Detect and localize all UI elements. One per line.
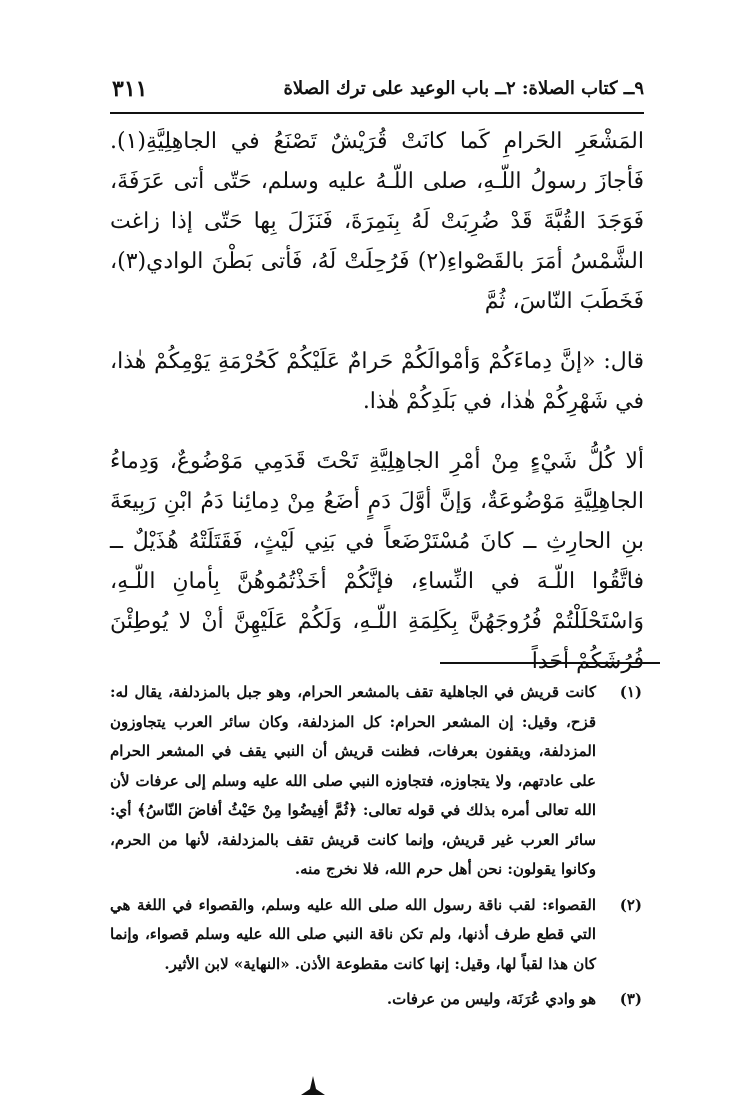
paragraph: المَشْعَرِ الحَرامِ كَما كانَتْ قُرَيْشٌ تَصْنَعُ في الجاهِلِيَّةِ(١). فَأجازَ رسولُ اللّـهِ، صلى اللّـهُ عليه وسلم، حَتّى أتى عَرَفَةَ، فَوَجَدَ القُبَّةَ قَدْ ضُرِبَتْ لَهُ بِنَمِرَةَ، فَنَزَلَ بِها حَتّى إذا زاغت الشَّمْسُ أمَرَ بالقَصْواءِ(٢) فَرُحِلَتْ لَهُ، فَأتى بَطْنَ الوادي(٣)، فَخَطَبَ النّاسَ، ثُمَّ [110, 129, 645, 314]
footnote-divider [440, 662, 660, 664]
footnote [110, 891, 642, 980]
footnote-number: (١) [619, 683, 642, 701]
footnote-number: (٣) [619, 990, 642, 1008]
page-number: ٣١١ [112, 76, 148, 102]
paragraph: قال: «إنَّ دِماءَكُمْ وَأمْوالَكُمْ حَرامٌ عَلَيْكُمْ كَحُرْمَةِ يَوْمِكُمْ هٰذا، في شَهْرِكُمْ هٰذا، في بَلَدِكُمْ هٰذا. [110, 349, 644, 414]
footnote-text: القصواء: لقب ناقة رسول الله صلى الله عليه وسلم، والقصواء في اللغة هي التي قطع طرف أذنها، ولم تكن ناقة النبي صلى الله عليه وسلم قصواء، وإنما كان هذا لقباً لها، وقيل: إنها كانت مقطوعة الأذن. «النهاية» لابن الأثير. [110, 895, 596, 973]
header-title: ٩ــ كتاب الصلاة: ٢ــ باب الوعيد على ترك الصلاة [283, 78, 644, 99]
footnote [110, 985, 642, 1015]
footnote [110, 678, 642, 885]
header-divider [110, 112, 644, 114]
footnote-number: (٢) [619, 895, 642, 914]
footnote-text: هو وادي عُرَنَة، وليس من عرفات. [386, 990, 596, 1008]
footnotes [110, 678, 642, 1015]
running-header [112, 78, 644, 112]
main-text [110, 122, 644, 682]
footnote-text: كانت قريش في الجاهلية تقف بالمشعر الحرام، وهو جبل بالمزدلفة، يقال له: قزح، وقيل: إن المشعر الحرام: كل المزدلفة، وكان سائر العرب يتجاوزون المزدلفة، ويقفون بعرفات، فظنت قريش أن النبي يقف في المشعر الحرام على عادتهم، ولا يتجاوزه، فتجاوزه النبي صلى الله عليه وسلم إلى عرفات لأن الله تعالى أمره بذلك في قوله تعالى: ﴿ثُمَّ أفِيضُوا مِنْ حَيْثُ أفاضَ النّاسُ﴾ أي: سائر العرب غير قريش، وإنما كانت قريش تقف بالمزدلفة، لأنها من الحرم، وكانوا يقولون: نحن أهل حرم الله، فلا نخرج منه. [110, 683, 596, 878]
page-ornament-icon [300, 1075, 326, 1097]
paragraph: ألا كُلُّ شَيْءٍ مِنْ أمْرِ الجاهِلِيَّةِ تَحْتَ قَدَمِي مَوْضُوعٌ، وَدِماءُ الجاهِلِيَّةِ مَوْضُوعَةٌ، وَإنَّ أوَّلَ دَمٍ أضَعُ مِنْ دِمائِنا دَمُ ابْنِ رَبِيعَةَ بنِ الحارِثِ ــ كانَ مُسْتَرْضَعاً في بَنِي لَيْثٍ، فَقَتَلَتْهُ هُذَيْلٌ ــ فاتَّقُوا اللّـهَ في النِّساءِ، فإنَّكُمْ أخَذْتُمُوهُنَّ بِأمانِ اللّـهِ، وَاسْتَحْلَلْتُمْ فُرُوجَهُنَّ بِكَلِمَةِ اللّـهِ، وَلَكُمْ عَلَيْهِنَّ أنْ لا يُوطِئْنَ فُرُشَكُمْ أحَداً [110, 449, 644, 674]
